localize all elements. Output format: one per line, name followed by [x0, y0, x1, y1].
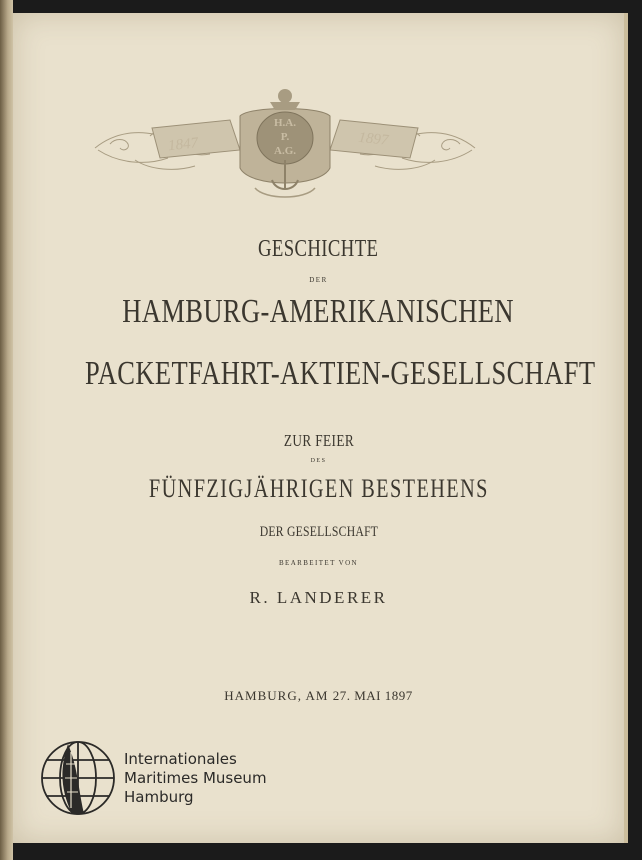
emblem-year-left: 1847 — [167, 135, 199, 155]
title-des: DES — [310, 458, 327, 464]
title-packetfahrt: PACKETFAHRT-AKTIEN-GESELLSCHAFT — [84, 355, 596, 392]
title-geschichte: GESCHICHTE — [258, 236, 379, 262]
page-right-edge — [624, 13, 628, 843]
title-fuenfzigjaehrigen: FÜNFZIGJÄHRIGEN BESTEHENS — [148, 474, 489, 503]
museum-name — [124, 750, 267, 807]
globe-ship-icon — [38, 738, 118, 818]
emblem-year-right: 1897 — [357, 129, 390, 149]
museum-line-2: Maritimes Museum — [124, 769, 267, 787]
title-der-gesellschaft: DER GESELLSCHAFT — [259, 524, 378, 540]
previous-page-edge — [0, 0, 13, 860]
title-zur-feier: ZUR FEIER — [283, 431, 354, 450]
emblem-monogram-top: H.A. — [274, 117, 296, 129]
title-bearbeitet-von: BEARBEITET VON — [278, 559, 359, 567]
title-hamburg-amerikanischen: HAMBURG-AMERIKANISCHEN — [122, 293, 515, 330]
emblem-monogram-bottom: A.G. — [274, 145, 296, 157]
publication-date: HAMBURG, AM 27. MAI 1897 — [224, 688, 413, 703]
museum-line-1: Internationales — [124, 750, 237, 768]
title-der: DER — [309, 276, 328, 284]
author-name: R. LANDERER — [249, 588, 388, 607]
emblem-ornament-icon — [90, 88, 480, 206]
emblem-monogram-mid: P. — [280, 131, 290, 143]
museum-line-3: Hamburg — [124, 788, 194, 806]
